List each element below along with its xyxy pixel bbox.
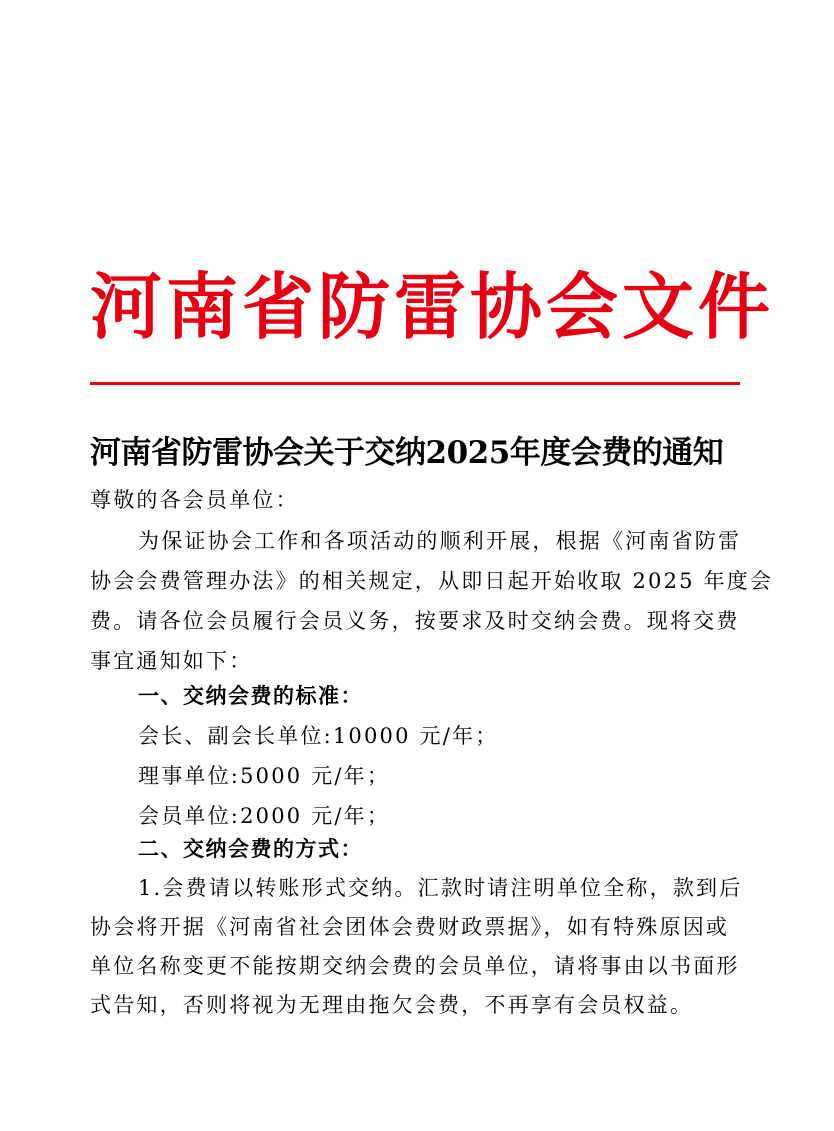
salutation: 尊敬的各会员单位： [90,488,299,512]
paragraph-line: 协会将开据《河南省社会团体会费财政票据》，如有特殊原因或 [90,915,730,939]
section-heading-method: 二、交纳会费的方式： [138,837,363,861]
red-divider-rule [90,382,740,385]
paragraph-line: 为保证协会工作和各项活动的顺利开展，根据《河南省防雷 [138,529,742,553]
notice-title: 河南省防雷协会关于交纳2025年度会费的通知 [90,435,724,471]
paragraph-line: 协会会费管理办法》的相关规定，从即日起开始收取 2025 年度会 [90,569,774,593]
paragraph-line: 1.会费请以转账形式交纳。汇款时请注明单位全称，款到后 [138,876,743,900]
document-masthead: 河南省防雷协会文件 [90,264,775,349]
paragraph-line: 单位名称变更不能按期交纳会费的会员单位，请将事由以书面形 [90,954,740,978]
section-heading-standard: 一、交纳会费的标准： [138,684,363,708]
paragraph-line: 事宜通知如下： [90,649,253,673]
paragraph-line: 费。请各位会员履行会员义务，按要求及时交纳会费。现将交费 [90,609,740,633]
fee-item: 理事单位:5000 元/年； [138,764,391,788]
paragraph-line: 式告知，否则将视为无理由拖欠会费，不再享有会员权益。 [90,993,694,1017]
fee-item: 会员单位:2000 元/年； [138,804,391,828]
fee-item: 会长、副会长单位:10000 元/年； [138,724,499,748]
